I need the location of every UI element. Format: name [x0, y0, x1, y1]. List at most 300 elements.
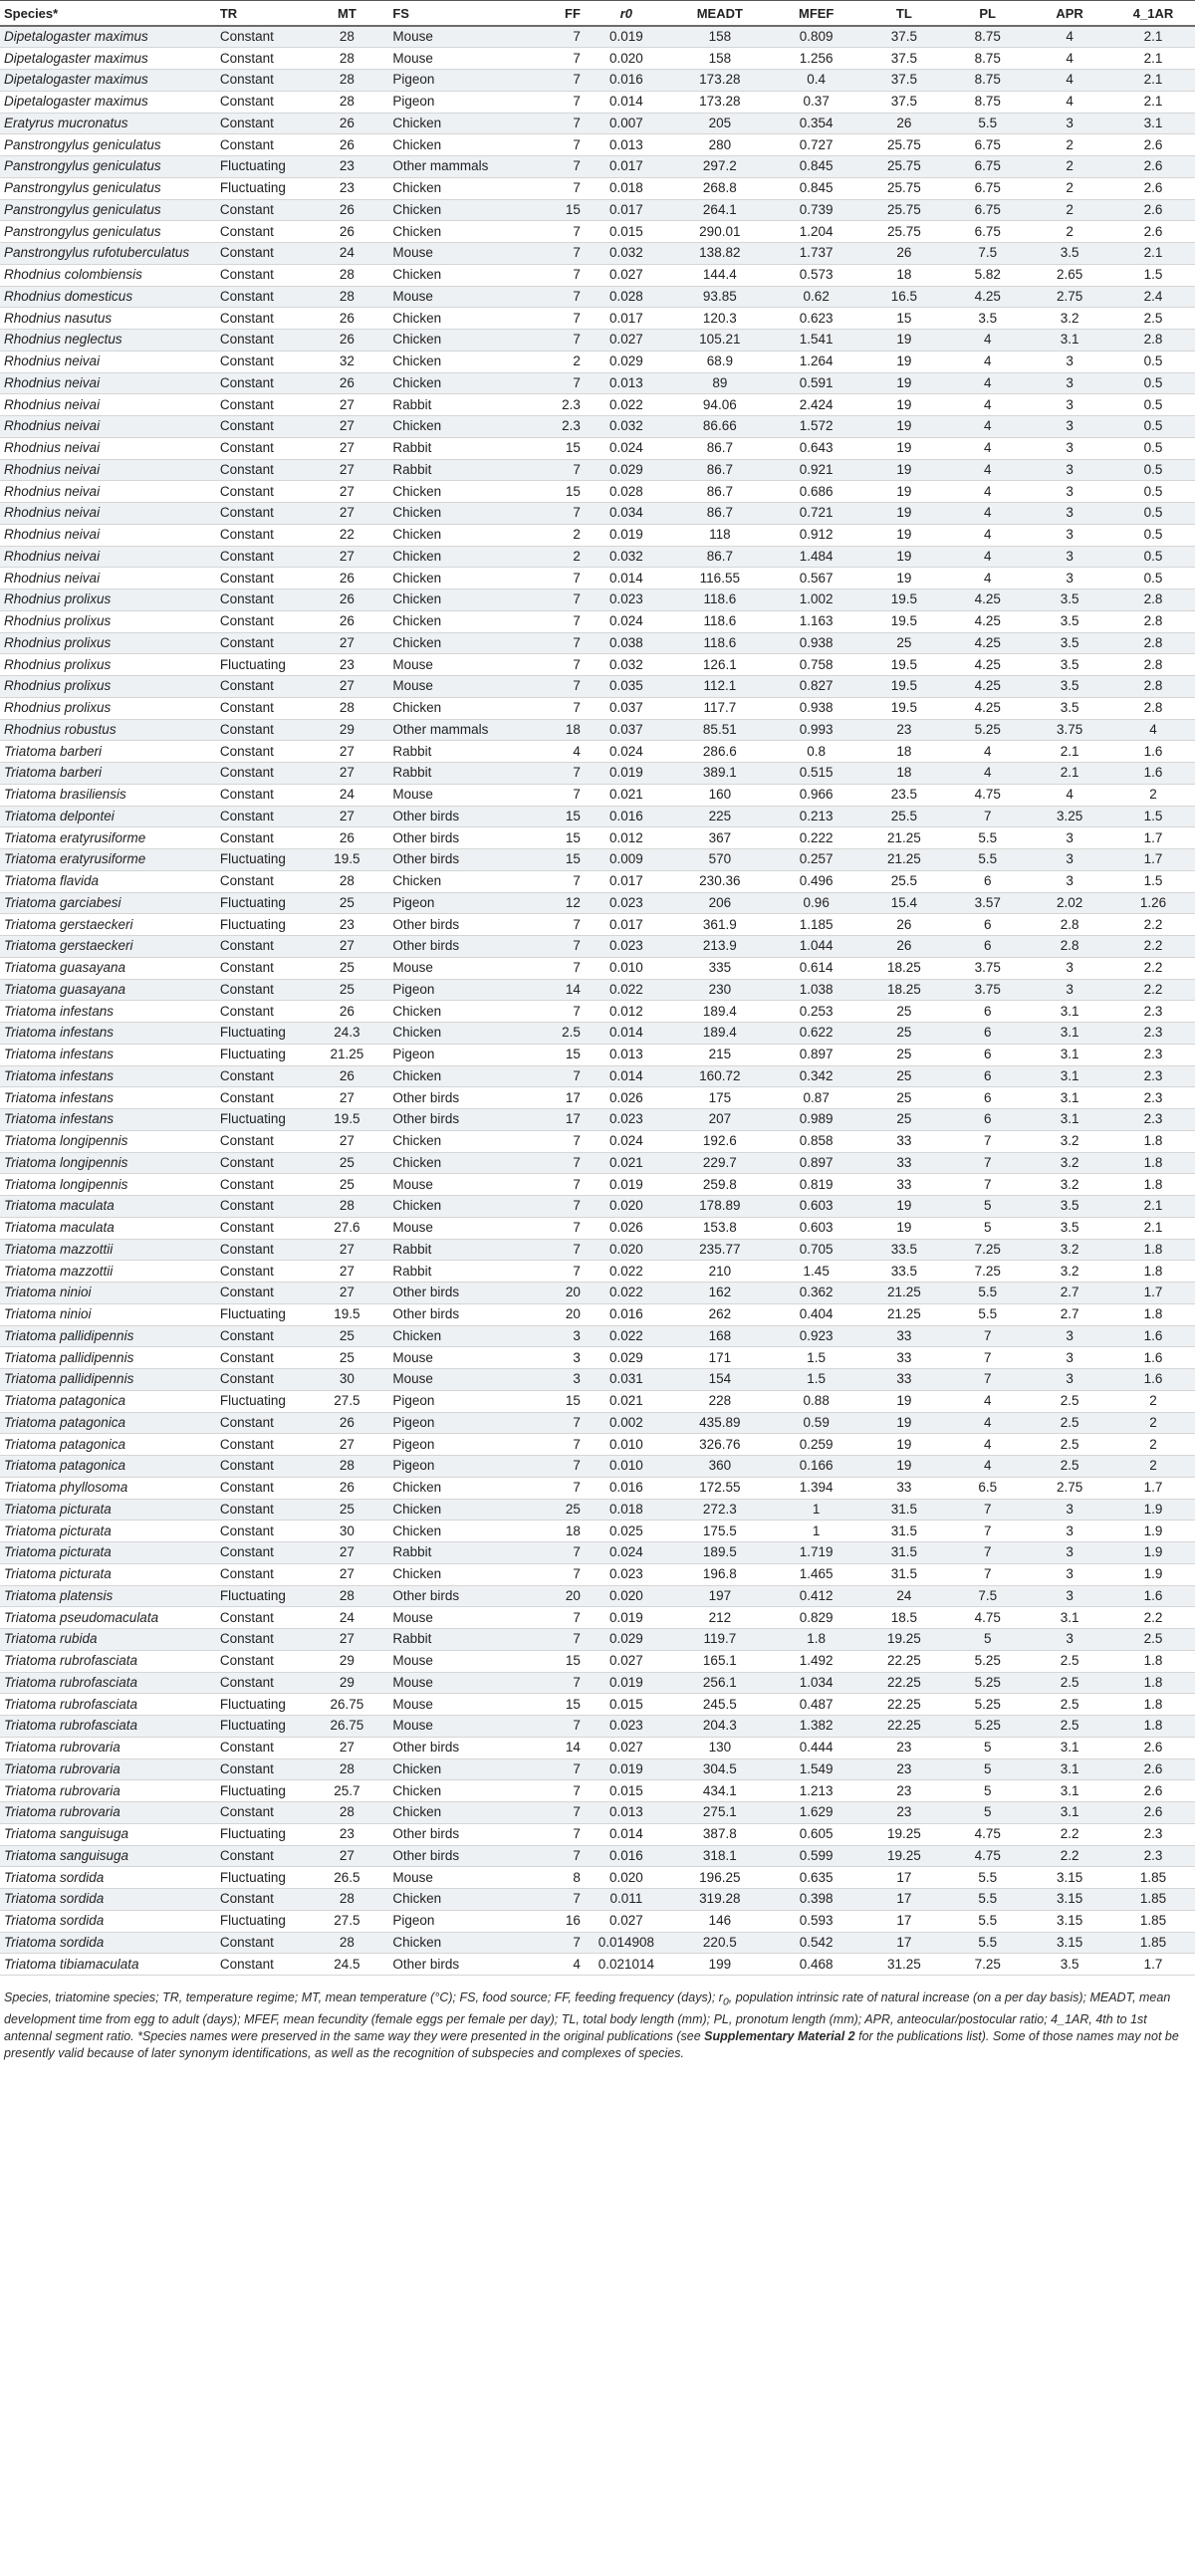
cell-mfef: 0.938: [772, 697, 861, 719]
cell-tl: 25: [861, 1087, 948, 1109]
cell-4-1ar: 0.5: [1111, 394, 1195, 416]
cell-tr: Constant: [216, 91, 306, 113]
cell-r0: 0.032: [585, 416, 668, 438]
cell-pl: 5: [947, 1802, 1028, 1824]
cell-meadt: 153.8: [668, 1217, 772, 1239]
cell-tr: Constant: [216, 308, 306, 330]
cell-species: Triatoma rubrofasciata: [0, 1650, 216, 1672]
cell-mt: 27: [305, 1239, 388, 1261]
cell-r0: 0.022: [585, 1283, 668, 1304]
cell-apr: 3.75: [1028, 719, 1111, 741]
cell-tl: 17: [861, 1867, 948, 1889]
cell-meadt: 230: [668, 979, 772, 1001]
cell-ff: 7: [521, 134, 585, 156]
cell-4-1ar: 2.8: [1111, 632, 1195, 654]
cell-meadt: 197: [668, 1585, 772, 1607]
cell-r0: 0.014: [585, 568, 668, 589]
cell-apr: 2.8: [1028, 914, 1111, 936]
cell-apr: 3.5: [1028, 1217, 1111, 1239]
cell-tr: Constant: [216, 524, 306, 546]
cell-mfef: 0.213: [772, 806, 861, 827]
cell-ff: 4: [521, 1954, 585, 1976]
cell-mfef: 1.163: [772, 610, 861, 632]
cell-apr: 3.2: [1028, 308, 1111, 330]
cell-tl: 19: [861, 524, 948, 546]
cell-species: Rhodnius neivai: [0, 351, 216, 372]
cell-mt: 26: [305, 199, 388, 221]
table-row: [0, 243, 1195, 265]
cell-species: Rhodnius neivai: [0, 568, 216, 589]
header-tr: TR: [216, 1, 306, 27]
cell-mt: 29: [305, 1672, 388, 1694]
cell-ff: 7: [521, 286, 585, 308]
cell-mfef: 0.758: [772, 654, 861, 676]
cell-apr: 2.1: [1028, 763, 1111, 785]
cell-4-1ar: 2.1: [1111, 1217, 1195, 1239]
cell-species: Triatoma longipennis: [0, 1174, 216, 1196]
cell-meadt: 126.1: [668, 654, 772, 676]
cell-mfef: 0.921: [772, 459, 861, 481]
cell-r0: 0.023: [585, 1716, 668, 1738]
cell-pl: 6: [947, 1087, 1028, 1109]
cell-apr: 4: [1028, 784, 1111, 806]
cell-4-1ar: 1.9: [1111, 1521, 1195, 1542]
cell-meadt: 434.1: [668, 1780, 772, 1802]
cell-4-1ar: 1.6: [1111, 1347, 1195, 1369]
cell-ff: 7: [521, 1152, 585, 1174]
cell-r0: 0.026: [585, 1217, 668, 1239]
cell-species: Panstrongylus geniculatus: [0, 156, 216, 178]
cell-4-1ar: 1.26: [1111, 892, 1195, 914]
cell-r0: 0.016: [585, 1303, 668, 1325]
cell-r0: 0.009: [585, 849, 668, 871]
cell-fs: Mouse: [388, 1369, 521, 1391]
cell-r0: 0.032: [585, 654, 668, 676]
cell-species: Triatoma mazzottii: [0, 1261, 216, 1283]
cell-mfef: 0.342: [772, 1065, 861, 1087]
cell-tr: Constant: [216, 697, 306, 719]
table-row: [0, 1456, 1195, 1478]
cell-apr: 3.1: [1028, 1758, 1111, 1780]
cell-r0: 0.012: [585, 1001, 668, 1023]
cell-mfef: 0.993: [772, 719, 861, 741]
cell-meadt: 173.28: [668, 70, 772, 92]
cell-ff: 2: [521, 351, 585, 372]
cell-mt: 27: [305, 632, 388, 654]
cell-4-1ar: 1.5: [1111, 806, 1195, 827]
cell-tr: Constant: [216, 221, 306, 243]
cell-apr: 3.1: [1028, 1065, 1111, 1087]
cell-ff: 14: [521, 1737, 585, 1758]
cell-mt: 27: [305, 437, 388, 459]
cell-fs: Chicken: [388, 1001, 521, 1023]
cell-mfef: 0.4: [772, 70, 861, 92]
header-mfef: MFEF: [772, 1, 861, 27]
cell-4-1ar: 2.6: [1111, 221, 1195, 243]
cell-ff: 20: [521, 1303, 585, 1325]
cell-pl: 4: [947, 437, 1028, 459]
cell-pl: 3.5: [947, 308, 1028, 330]
cell-tl: 25: [861, 1001, 948, 1023]
cell-fs: Mouse: [388, 1650, 521, 1672]
cell-species: Triatoma rubrofasciata: [0, 1694, 216, 1716]
cell-tl: 15: [861, 308, 948, 330]
cell-r0: 0.021: [585, 784, 668, 806]
cell-tr: Constant: [216, 113, 306, 134]
cell-fs: Chicken: [388, 1196, 521, 1218]
cell-r0: 0.021: [585, 1152, 668, 1174]
cell-mt: 26: [305, 568, 388, 589]
cell-r0: 0.014: [585, 1823, 668, 1845]
cell-tl: 25: [861, 1109, 948, 1131]
cell-species: Triatoma garciabesi: [0, 892, 216, 914]
cell-r0: 0.021: [585, 1390, 668, 1412]
table-row: [0, 437, 1195, 459]
cell-apr: 3: [1028, 524, 1111, 546]
cell-mfef: 0.923: [772, 1325, 861, 1347]
cell-pl: 5: [947, 1758, 1028, 1780]
cell-mt: 27: [305, 394, 388, 416]
cell-meadt: 229.7: [668, 1152, 772, 1174]
cell-species: Triatoma mazzottii: [0, 1239, 216, 1261]
cell-meadt: 275.1: [668, 1802, 772, 1824]
cell-pl: 7: [947, 1174, 1028, 1196]
cell-pl: 4: [947, 351, 1028, 372]
header-mt: MT: [305, 1, 388, 27]
cell-pl: 4: [947, 503, 1028, 525]
cell-meadt: 212: [668, 1607, 772, 1629]
cell-fs: Rabbit: [388, 763, 521, 785]
cell-tl: 31.25: [861, 1954, 948, 1976]
cell-ff: 17: [521, 1087, 585, 1109]
table-row: [0, 1499, 1195, 1521]
cell-apr: 3: [1028, 1542, 1111, 1564]
cell-meadt: 118.6: [668, 589, 772, 611]
table-row: [0, 1196, 1195, 1218]
cell-tl: 33.5: [861, 1261, 948, 1283]
header-species: Species*: [0, 1, 216, 27]
cell-mfef: 0.845: [772, 177, 861, 199]
cell-fs: Chicken: [388, 1780, 521, 1802]
cell-mt: 29: [305, 1650, 388, 1672]
cell-tr: Constant: [216, 1065, 306, 1087]
cell-apr: 3.5: [1028, 697, 1111, 719]
cell-fs: Rabbit: [388, 394, 521, 416]
cell-species: Triatoma pallidipennis: [0, 1369, 216, 1391]
cell-tl: 19.5: [861, 676, 948, 698]
table-row: [0, 1780, 1195, 1802]
cell-mt: 26: [305, 308, 388, 330]
cell-species: Rhodnius prolixus: [0, 632, 216, 654]
cell-ff: 7: [521, 1412, 585, 1434]
table-row: [0, 632, 1195, 654]
cell-4-1ar: 1.7: [1111, 1283, 1195, 1304]
cell-mfef: 0.412: [772, 1585, 861, 1607]
footnote-text-a: Species, triatomine species; TR, temperature regime; MT, mean temperature (°C); FS, food source; FF, feeding frequency (days); r: [4, 1991, 723, 2004]
cell-tl: 19: [861, 1217, 948, 1239]
cell-tl: 23: [861, 719, 948, 741]
cell-fs: Chicken: [388, 1130, 521, 1152]
cell-apr: 3: [1028, 503, 1111, 525]
cell-meadt: 118.6: [668, 610, 772, 632]
cell-ff: 2: [521, 546, 585, 568]
cell-species: Rhodnius neivai: [0, 524, 216, 546]
cell-fs: Rabbit: [388, 437, 521, 459]
cell-mfef: 0.515: [772, 763, 861, 785]
cell-pl: 6: [947, 1109, 1028, 1131]
cell-mfef: 0.599: [772, 1845, 861, 1867]
cell-fs: Mouse: [388, 784, 521, 806]
cell-ff: 7: [521, 1672, 585, 1694]
cell-meadt: 93.85: [668, 286, 772, 308]
cell-fs: Chicken: [388, 1152, 521, 1174]
cell-tr: Constant: [216, 1758, 306, 1780]
cell-mfef: 1: [772, 1521, 861, 1542]
cell-apr: 3.5: [1028, 654, 1111, 676]
cell-4-1ar: 1.8: [1111, 1239, 1195, 1261]
cell-tr: Constant: [216, 286, 306, 308]
table-row: [0, 1044, 1195, 1065]
cell-meadt: 85.51: [668, 719, 772, 741]
cell-meadt: 192.6: [668, 1130, 772, 1152]
cell-tr: Constant: [216, 1196, 306, 1218]
cell-4-1ar: 2.8: [1111, 330, 1195, 351]
cell-tl: 22.25: [861, 1672, 948, 1694]
cell-4-1ar: 2.6: [1111, 134, 1195, 156]
table-row: [0, 914, 1195, 936]
cell-ff: 15: [521, 481, 585, 503]
cell-mt: 28: [305, 26, 388, 48]
cell-apr: 2.5: [1028, 1412, 1111, 1434]
table-row: [0, 1369, 1195, 1391]
table-row: [0, 1325, 1195, 1347]
cell-fs: Chicken: [388, 503, 521, 525]
supplementary-material-link[interactable]: Supplementary Material 2: [704, 2028, 855, 2043]
cell-tl: 25: [861, 1023, 948, 1045]
cell-tr: Constant: [216, 199, 306, 221]
cell-mfef: 0.253: [772, 1001, 861, 1023]
cell-mfef: 1.5: [772, 1369, 861, 1391]
cell-tl: 25.75: [861, 221, 948, 243]
cell-fs: Chicken: [388, 546, 521, 568]
cell-ff: 18: [521, 1521, 585, 1542]
cell-fs: Chicken: [388, 1325, 521, 1347]
cell-species: Triatoma infestans: [0, 1001, 216, 1023]
cell-meadt: 189.5: [668, 1542, 772, 1564]
table-row: [0, 1867, 1195, 1889]
cell-pl: 4: [947, 459, 1028, 481]
cell-ff: 7: [521, 1542, 585, 1564]
table-row: [0, 459, 1195, 481]
cell-4-1ar: 0.5: [1111, 437, 1195, 459]
cell-ff: 7: [521, 372, 585, 394]
cell-tr: Constant: [216, 1932, 306, 1954]
cell-r0: 0.014: [585, 91, 668, 113]
cell-mt: 25: [305, 1152, 388, 1174]
table-row: [0, 1283, 1195, 1304]
cell-mt: 28: [305, 1585, 388, 1607]
table-row: [0, 1261, 1195, 1283]
cell-tl: 19: [861, 1390, 948, 1412]
table-row: [0, 70, 1195, 92]
cell-ff: 7: [521, 177, 585, 199]
cell-fs: Mouse: [388, 1607, 521, 1629]
table-row: [0, 806, 1195, 827]
cell-ff: 7: [521, 243, 585, 265]
cell-tr: Fluctuating: [216, 892, 306, 914]
cell-apr: 3.5: [1028, 243, 1111, 265]
table-row: [0, 568, 1195, 589]
cell-fs: Rabbit: [388, 459, 521, 481]
cell-fs: Chicken: [388, 330, 521, 351]
cell-ff: 25: [521, 1499, 585, 1521]
cell-species: Triatoma barberi: [0, 741, 216, 763]
cell-mt: 26: [305, 1001, 388, 1023]
cell-pl: 4: [947, 763, 1028, 785]
cell-4-1ar: 0.5: [1111, 568, 1195, 589]
table-row: [0, 1477, 1195, 1499]
table-row: [0, 177, 1195, 199]
cell-4-1ar: 2.6: [1111, 1802, 1195, 1824]
cell-mfef: 1.002: [772, 589, 861, 611]
cell-apr: 3: [1028, 1325, 1111, 1347]
table-row: [0, 1434, 1195, 1456]
cell-r0: 0.034: [585, 503, 668, 525]
cell-species: Panstrongylus geniculatus: [0, 199, 216, 221]
cell-tl: 21.25: [861, 1283, 948, 1304]
cell-tl: 25.5: [861, 870, 948, 892]
cell-ff: 7: [521, 1001, 585, 1023]
table-row: [0, 1065, 1195, 1087]
cell-apr: 2.1: [1028, 741, 1111, 763]
cell-pl: 7.5: [947, 243, 1028, 265]
cell-pl: 6: [947, 1023, 1028, 1045]
cell-species: Dipetalogaster maximus: [0, 70, 216, 92]
cell-r0: 0.020: [585, 1867, 668, 1889]
cell-tr: Constant: [216, 1412, 306, 1434]
cell-meadt: 86.66: [668, 416, 772, 438]
cell-apr: 3: [1028, 979, 1111, 1001]
cell-fs: Other mammals: [388, 156, 521, 178]
cell-meadt: 175.5: [668, 1521, 772, 1542]
table-row: [0, 91, 1195, 113]
cell-mt: 26: [305, 113, 388, 134]
cell-4-1ar: 1.5: [1111, 870, 1195, 892]
cell-4-1ar: 2.2: [1111, 936, 1195, 958]
cell-4-1ar: 1.7: [1111, 1954, 1195, 1976]
cell-tl: 33: [861, 1152, 948, 1174]
cell-species: Panstrongylus rufotuberculatus: [0, 243, 216, 265]
cell-pl: 5.82: [947, 264, 1028, 286]
cell-pl: 8.75: [947, 91, 1028, 113]
cell-fs: Chicken: [388, 1932, 521, 1954]
cell-fs: Other birds: [388, 1283, 521, 1304]
cell-ff: 7: [521, 936, 585, 958]
cell-mt: 24.5: [305, 1954, 388, 1976]
table-row: [0, 1130, 1195, 1152]
cell-r0: 0.014: [585, 1065, 668, 1087]
cell-apr: 2: [1028, 177, 1111, 199]
cell-ff: 7: [521, 503, 585, 525]
cell-tl: 19.25: [861, 1845, 948, 1867]
cell-4-1ar: 1.6: [1111, 1585, 1195, 1607]
cell-species: Triatoma gerstaeckeri: [0, 914, 216, 936]
cell-fs: Chicken: [388, 1023, 521, 1045]
cell-meadt: 86.7: [668, 459, 772, 481]
cell-species: Triatoma rubida: [0, 1629, 216, 1651]
cell-r0: 0.020: [585, 1239, 668, 1261]
cell-tr: Constant: [216, 546, 306, 568]
cell-apr: 3.1: [1028, 1044, 1111, 1065]
cell-species: Rhodnius prolixus: [0, 610, 216, 632]
cell-4-1ar: 2.1: [1111, 243, 1195, 265]
cell-ff: 15: [521, 1044, 585, 1065]
cell-ff: 7: [521, 1456, 585, 1478]
cell-r0: 0.012: [585, 827, 668, 849]
cell-apr: 2.5: [1028, 1716, 1111, 1738]
cell-mfef: 1.038: [772, 979, 861, 1001]
cell-ff: 7: [521, 676, 585, 698]
cell-mfef: 0.603: [772, 1217, 861, 1239]
cell-4-1ar: 1.8: [1111, 1672, 1195, 1694]
cell-species: Triatoma phyllosoma: [0, 1477, 216, 1499]
cell-tl: 31.5: [861, 1563, 948, 1585]
cell-fs: Chicken: [388, 113, 521, 134]
header-ff: FF: [521, 1, 585, 27]
cell-mfef: 1.034: [772, 1672, 861, 1694]
cell-ff: 7: [521, 763, 585, 785]
cell-4-1ar: 1.7: [1111, 849, 1195, 871]
cell-mfef: 0.819: [772, 1174, 861, 1196]
cell-meadt: 286.6: [668, 741, 772, 763]
cell-tr: Constant: [216, 1434, 306, 1456]
cell-mfef: 0.705: [772, 1239, 861, 1261]
cell-4-1ar: 2.1: [1111, 1196, 1195, 1218]
cell-meadt: 210: [668, 1261, 772, 1283]
cell-mfef: 1.5: [772, 1347, 861, 1369]
cell-4-1ar: 1.85: [1111, 1889, 1195, 1911]
cell-r0: 0.015: [585, 1780, 668, 1802]
cell-apr: 3.1: [1028, 1802, 1111, 1824]
cell-pl: 4: [947, 524, 1028, 546]
cell-pl: 5.5: [947, 1867, 1028, 1889]
table-row: [0, 1629, 1195, 1651]
cell-tl: 22.25: [861, 1694, 948, 1716]
table-row: [0, 1845, 1195, 1867]
cell-r0: 0.029: [585, 1629, 668, 1651]
cell-tr: Constant: [216, 264, 306, 286]
cell-species: Triatoma patagonica: [0, 1456, 216, 1478]
cell-4-1ar: 0.5: [1111, 459, 1195, 481]
cell-apr: 2.5: [1028, 1650, 1111, 1672]
cell-r0: 0.017: [585, 156, 668, 178]
cell-r0: 0.019: [585, 1607, 668, 1629]
cell-mt: 27.6: [305, 1217, 388, 1239]
cell-mfef: 0.686: [772, 481, 861, 503]
cell-tr: Constant: [216, 632, 306, 654]
cell-tl: 19: [861, 459, 948, 481]
cell-species: Rhodnius domesticus: [0, 286, 216, 308]
cell-pl: 7: [947, 806, 1028, 827]
cell-tr: Constant: [216, 1542, 306, 1564]
cell-r0: 0.019: [585, 26, 668, 48]
cell-mfef: 0.938: [772, 632, 861, 654]
cell-r0: 0.021014: [585, 1954, 668, 1976]
cell-mt: 28: [305, 1889, 388, 1911]
cell-apr: 3: [1028, 1585, 1111, 1607]
cell-tr: Constant: [216, 676, 306, 698]
cell-tr: Constant: [216, 134, 306, 156]
